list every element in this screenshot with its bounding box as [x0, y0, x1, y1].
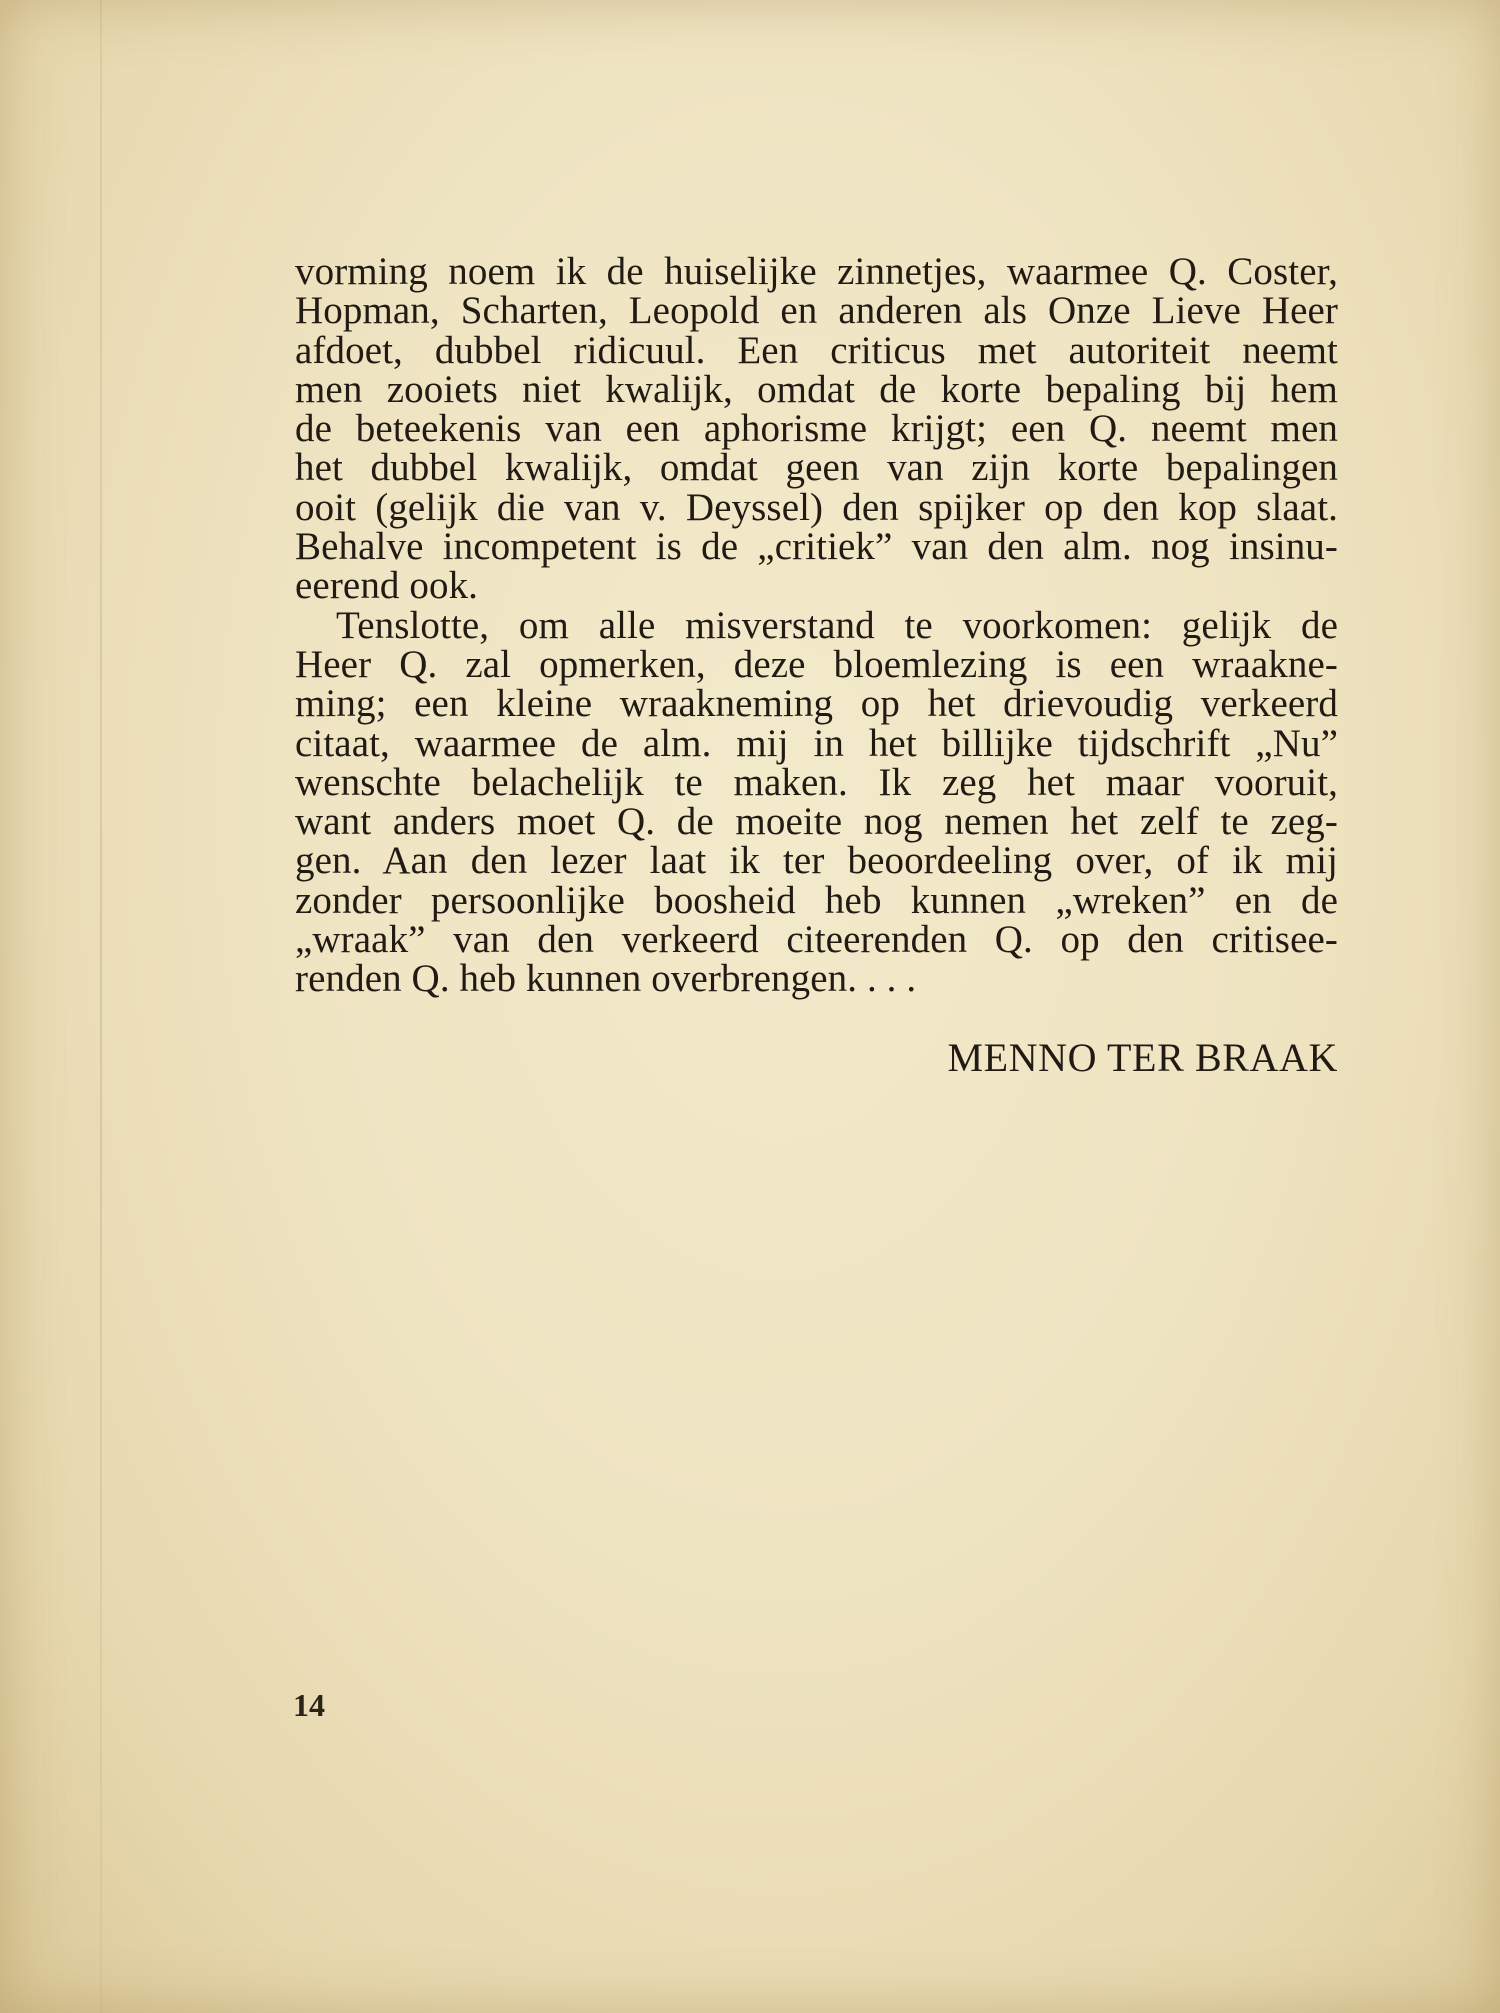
text-block: [295, 252, 1338, 999]
text-line: Behalve incompetent is de „critiek” van den alm. nog insinu-: [295, 525, 1338, 569]
text-line: eerend ook.: [295, 564, 479, 608]
text-line: „wraak” van den verkeerd citeerenden Q. op den critisee-: [295, 918, 1338, 962]
text-line: Hopman, Scharten, Leopold en anderen als Onze Lieve Heer: [295, 289, 1338, 333]
text-line: ming; een kleine wraakneming op het drievoudig verkeerd: [295, 682, 1338, 726]
text-line: gen. Aan den lezer laat ik ter beoordeeling over, of ik mij: [295, 839, 1338, 883]
page-number: 14: [293, 1687, 325, 1723]
paragraph-2: [295, 603, 1338, 1001]
text-line: zonder persoonlijke boosheid heb kunnen „wreken” en de: [295, 878, 1338, 922]
text-line: men zooiets niet kwalijk, omdat de korte bepaling bij hem: [295, 367, 1338, 411]
text-line: afdoet, dubbel ridicuul. Een criticus met autoriteit neemt: [295, 328, 1338, 372]
text-line: het dubbel kwalijk, omdat geen van zijn korte bepalingen: [295, 446, 1338, 490]
author-signature: MENNO TER BRAAK: [947, 1035, 1338, 1080]
text-line: de beteekenis van een aphorisme krijgt; een Q. neemt men: [295, 407, 1338, 451]
text-line: Tenslotte, om alle misverstand te voorkomen: gelijk de: [336, 603, 1338, 647]
paper-crease: [100, 0, 102, 2013]
text-line: vorming noem ik de huiselijke zinnetjes, waarmee Q. Coster,: [295, 250, 1338, 293]
text-line: renden Q. heb kunnen overbrengen. . . .: [295, 957, 917, 1001]
text-line: citaat, waarmee de alm. mij in het billijke tijdschrift „Nu”: [295, 721, 1338, 765]
text-line: wenschte belachelijk te maken. Ik zeg het maar vooruit,: [295, 760, 1338, 804]
paragraph-1: [295, 252, 1338, 606]
text-line: want anders moet Q. de moeite nog nemen het zelf te zeg-: [295, 800, 1338, 844]
text-line: ooit (gelijk die van v. Deyssel) den spijker op den kop slaat.: [295, 485, 1338, 529]
text-line: Heer Q. zal opmerken, deze bloemlezing is een wraakne-: [295, 642, 1338, 686]
